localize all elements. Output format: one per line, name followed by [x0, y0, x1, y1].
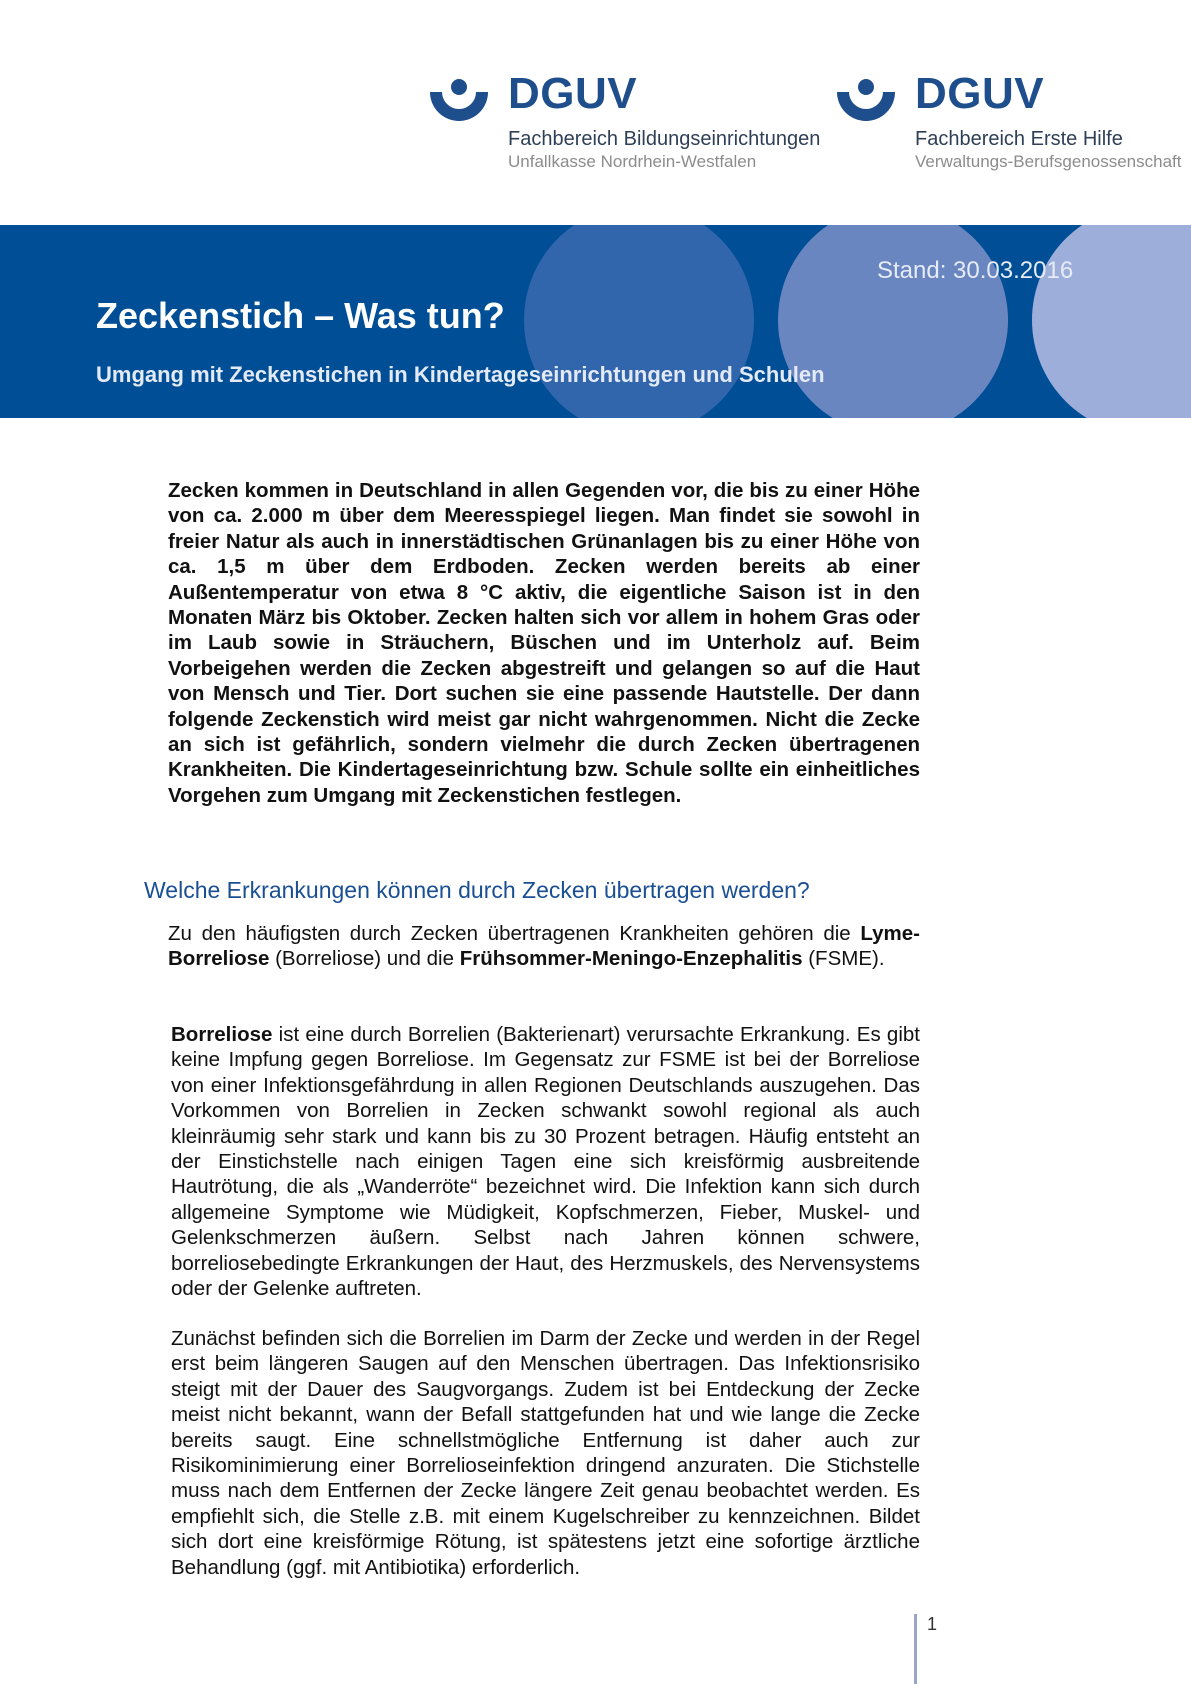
dguv-logo-mark-icon [428, 78, 490, 124]
page-number: 1 [927, 1614, 938, 1634]
term-lyme-borreliose: Lyme-Borreliose [168, 922, 920, 971]
text: Zu den häufigsten durch Zecken übertragenen Krankheiten gehören die [168, 922, 861, 945]
logo-brand: DGUV [508, 69, 638, 118]
logo-brand: DGUV [915, 69, 1045, 118]
logo-department: Fachbereich Erste Hilfe [915, 128, 1123, 150]
document-date: Stand: 30.03.2016 [877, 257, 1074, 284]
diseases-paragraph [168, 921, 920, 972]
intro-paragraph: Zecken kommen in Deutschland in allen Gegenden vor, die bis zu einer Höhe von ca. 2.000 m über dem Meeresspiegel liegen. Man findet sie sowohl in freier Natur als auch in innerstädtischen Grünanlagen bis zu einer Höhe von ca. 1,5 m über dem Erdboden. Zecken werden bereits ab einer Außentemperatur von etwa 8 °C aktiv, die eigentliche Saison ist in den Monaten März bis Oktober. Zecken halten sich vor allem in hohem Gras oder im Laub sowie in Sträuchern, Büschen und im Unterholz auf. Beim Vorbeigehen werden die Zecken abgestreift und gelangen so auf die Haut von Mensch und Tier. Dort suchen sie eine passende Hautstelle. Der dann folgende Zeckenstich wird meist gar nicht wahrgenommen. Nicht die Zecke an sich ist gefährlich, sondern vielmehr die durch Zecken übertragenen Krankheiten. Die Kindertageseinrichtung bzw. Schule sollte ein einheitliches Vorgehen zum Umgang mit Zeckenstichen festlegen. [168, 479, 920, 807]
dguv-logo-mark-icon [835, 78, 897, 124]
logo-organisation: Verwaltungs-Berufsgenossenschaft [915, 152, 1182, 171]
term-borreliose: Borreliose [171, 1023, 273, 1046]
logo-organisation: Unfallkasse Nordrhein-Westfalen [508, 152, 757, 171]
logo-department: Fachbereich Bildungseinrichtungen [508, 128, 821, 150]
title-banner [0, 225, 1191, 418]
transmission-paragraph: Zunächst befinden sich die Borrelien im Darm der Zecke und werden in der Regel erst beim längeren Saugen auf den Menschen übertragen. Das Infektionsrisiko steigt mit der Dauer des Saugvorgangs. Zudem ist bei Entdeckung der Zecke meist nicht bekannt, wann der Befall stattgefunden hat und wie lange die Zecke bereits saugt. Eine schnellstmögliche Entfernung ist daher auch zur Risikominimierung einer Borrelioseinfektion dringend anzuraten. Die Stichstelle muss nach dem Entfernen der Zecke längere Zeit genau beobachtet werden. Es empfiehlt sich, die Stelle z.B. mit einem Kugelschreiber zu kennzeichnen. Bildet sich dort eine kreisförmige Rötung, ist spätestens jetzt eine sofortige ärztliche Behandlung (ggf. mit Antibiotika) erforderlich. [171, 1327, 920, 1579]
text: (FSME). [802, 947, 885, 971]
text: (Borreliose) und die [269, 947, 460, 971]
document-title: Zeckenstich – Was tun? [96, 295, 505, 336]
section-heading: Welche Erkrankungen können durch Zecken übertragen werden? [144, 877, 810, 903]
page-number-bar [914, 1614, 917, 1684]
term-fsme: Frühsommer-Meningo-Enzephalitis [459, 947, 803, 971]
document-subtitle: Umgang mit Zeckenstichen in Kindertageseinrichtungen und Schulen [96, 362, 825, 387]
borreliose-paragraph [171, 1022, 920, 1301]
text: ist eine durch Borrelien (Bakterienart) verursachte Erkrankung. Es gibt keine Impfung gegen Borreliose. Im Gegensatz zur FSME ist bei der Borreliose von einer Infektionsgefährdung in allen Regionen Deutschlands auszugehen. Das Vorkommen von Borrelien in Zecken schwankt sowohl regional als auch kleinräumig sehr stark und kann bis zu 30 Prozent betragen. Häufig entsteht an der Einstichstelle nach einigen Tagen eine sich kreisförmig ausbreitende Hautrötung, die als „Wanderröte“ bezeichnet wird. Die Infektion kann sich durch allgemeine Symptome wie Müdigkeit, Kopfschmerzen, Fieber, Muskel- und Gelenkschmerzen äußern. Selbst nach Jahren können schwere, borreliosebedingte Erkrankungen der Haut, des Herzmuskels, des Nervensystems oder der Gelenke auftreten. [171, 1023, 920, 1301]
